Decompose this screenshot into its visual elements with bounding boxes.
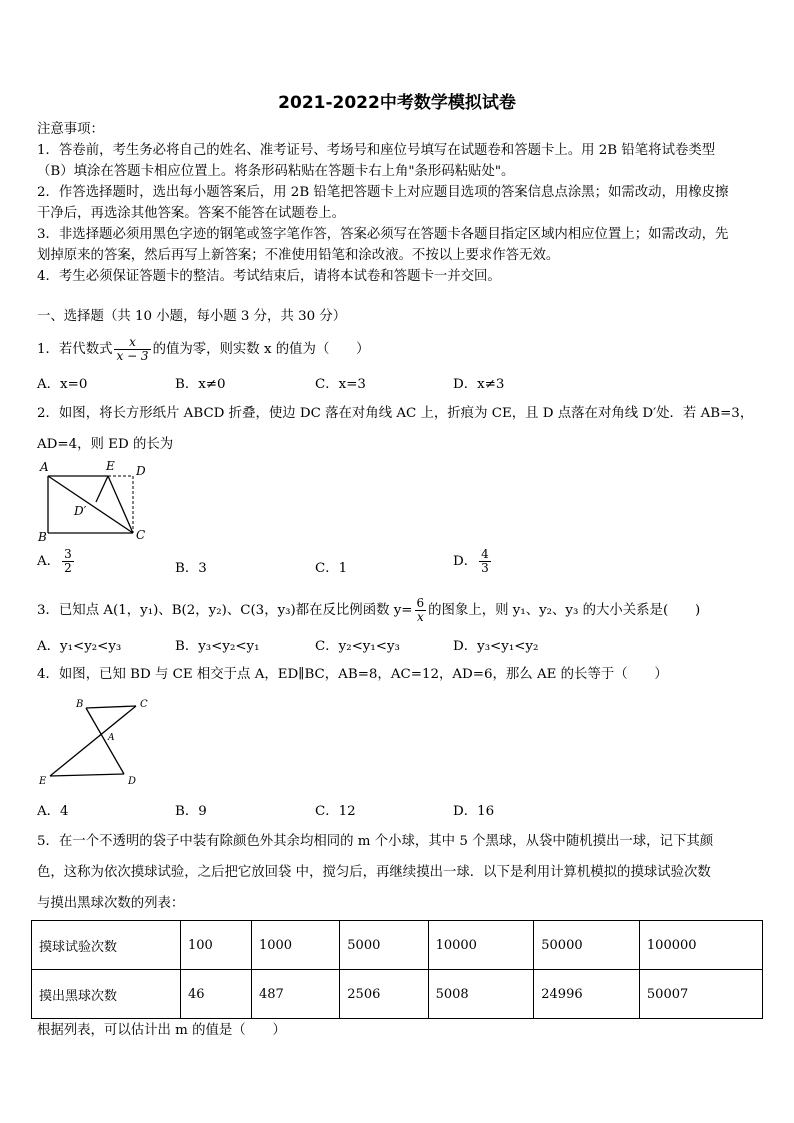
fraction-numerator: 6	[416, 596, 425, 610]
segment-bc	[86, 706, 136, 708]
q3-option-b: B．y₃<y₂<y₁	[175, 639, 260, 654]
q2-rectangle-figure	[36, 456, 156, 546]
table-cell: 1000	[251, 921, 339, 970]
q3-text-post: 的图象上，则 y₁、y₂、y₃ 的大小关系是( )	[428, 603, 701, 618]
fraction-numerator: 3	[64, 547, 72, 561]
question-5-line3: 与摸出黑球次数的列表：	[37, 896, 185, 911]
page-title: 2021-2022中考数学模拟试卷	[278, 93, 516, 113]
table-cell: 摸出黑球次数	[32, 970, 181, 1019]
q2-option-c: C．1	[315, 561, 348, 576]
table-cell: 50000	[534, 921, 640, 970]
question-2-line1: 2．如图，将长方形纸片 ABCD 折叠，使边 DC 落在对角线 AC 上，折痕为 CE，且 D 点落在对角线 D′处．若 AB=3，	[37, 406, 754, 421]
question-2-line2: AD=4，则 ED 的长为	[37, 437, 174, 452]
q1-fraction	[114, 336, 150, 363]
table-cell: 2506	[340, 970, 428, 1019]
label-c: C	[140, 699, 148, 710]
notes-line: 3．非选择题必须用黑色字迹的钢笔或签字笔作答，答案必须写在答题卡各题目指定区域内相应位置上；如需改动，先	[37, 227, 729, 242]
q4-option-c: C．12	[315, 804, 356, 819]
fraction-numerator: 4	[481, 547, 489, 561]
table-cell: 100	[181, 921, 252, 970]
label-d: D	[128, 776, 137, 787]
question-5-line1: 5．在一个不透明的袋子中装有除颜色外其余均相同的 m 个小球，其中 5 个黑球，从袋中随机摸出一球，记下其颜	[37, 834, 714, 849]
label-b: B	[38, 530, 47, 544]
experiment-table	[31, 920, 763, 1019]
table-cell: 10000	[428, 921, 534, 970]
q2-option-a	[37, 548, 76, 575]
q2-option-d	[453, 548, 493, 575]
label-b: B	[76, 699, 84, 710]
segment-bd	[86, 708, 124, 774]
q2-option-d-fraction	[479, 548, 491, 575]
notes-line: 划掉原来的答案，然后再写上新答案；不准使用铅笔和涂改液。不按以上要求作答无效。	[37, 248, 560, 263]
table-cell: 50007	[639, 970, 762, 1019]
table-cell: 100000	[639, 921, 762, 970]
q3-option-c: C．y₂<y₁<y₃	[315, 639, 400, 654]
q1-option-d: D．x≠3	[453, 377, 505, 392]
fraction-denominator: x − 3	[116, 349, 149, 363]
notes-line: （B）填涂在答题卡相应位置上。将条形码粘贴在答题卡右上角"条形码粘贴处"。	[37, 164, 515, 179]
q3-fraction	[415, 597, 427, 624]
question-3	[37, 597, 700, 624]
notes-line: 2．作答选择题时，选出每小题答案后，用 2B 铅笔把答题卡上对应题目选项的答案信息点涂黑；如需改动，用橡皮擦	[37, 185, 729, 200]
segment-ed-prime	[96, 476, 108, 502]
notes-line: 4．考生必须保证答题卡的整洁。考试结束后，请将本试卷和答题卡一并交回。	[37, 269, 501, 284]
q4-crossing-lines-figure	[36, 694, 156, 792]
notes-heading: 注意事项：	[37, 122, 104, 137]
q1-text-post: 的值为零，则实数 x 的值为（ ）	[152, 342, 370, 357]
q1-text-pre: 1．若代数式	[37, 342, 113, 357]
section-heading: 一、选择题（共 10 小题，每小题 3 分，共 30 分）	[37, 309, 347, 324]
question-5-line2: 色，这称为依次摸球试验，之后把它放回袋 中，搅匀后，再继续摸出一球．以下是利用计算机模拟的摸球试验次数	[37, 865, 711, 880]
table-cell: 摸球试验次数	[32, 921, 181, 970]
table-cell: 24996	[534, 970, 640, 1019]
label-e: E	[39, 776, 47, 787]
label-d: D	[136, 464, 146, 478]
option-letter: D．	[453, 554, 478, 569]
notes-line: 1．答卷前，考生务必将自己的姓名、准考证号、考场号和座位号填写在试题卷和答题卡上。用 2B 铅笔将试卷类型	[37, 143, 716, 158]
q3-option-a: A．y₁<y₂<y₃	[37, 639, 122, 654]
table-cell: 5000	[340, 921, 428, 970]
segment-ce	[50, 706, 136, 776]
segment-ed	[50, 774, 124, 776]
label-a: A	[40, 460, 49, 474]
label-e: E	[106, 459, 115, 473]
label-d-prime: D′	[74, 504, 87, 518]
q4-option-d: D．16	[453, 804, 495, 819]
q4-option-a: A．4	[37, 804, 69, 819]
q1-option-c: C．x=3	[315, 377, 366, 392]
q1-option-b: B．x≠0	[175, 377, 226, 392]
q4-option-b: B．9	[175, 804, 207, 819]
q2-option-a-fraction	[62, 548, 74, 575]
fraction-denominator: x	[416, 610, 424, 624]
q1-option-a: A．x=0	[37, 377, 88, 392]
fraction-numerator: x	[114, 336, 150, 350]
notes-line: 干净后，再选涂其他答案。答案不能答在试题卷上。	[37, 206, 345, 221]
fraction-denominator: 3	[481, 561, 489, 575]
table-cell: 5008	[428, 970, 534, 1019]
label-a: A	[108, 733, 115, 743]
q3-text-pre: 3．已知点 A(1，y₁)、B(2，y₂)、C(3，y₃)都在反比例函数 y=	[37, 603, 413, 618]
question-1	[37, 336, 370, 363]
table-row	[32, 970, 763, 1019]
label-c: C	[136, 528, 146, 542]
fraction-denominator: 2	[64, 561, 72, 575]
q3-option-d: D．y₃<y₁<y₂	[453, 639, 539, 654]
question-4: 4．如图，已知 BD 与 CE 相交于点 A，ED∥BC，AB=8，AC=12，AD=6，那么 AE 的长等于（ ）	[37, 667, 668, 682]
option-letter: A．	[37, 554, 61, 569]
table-cell: 487	[251, 970, 339, 1019]
table-row	[32, 921, 763, 970]
q2-option-b: B．3	[175, 561, 207, 576]
question-5-after: 根据列表，可以估计出 m 的值是（ ）	[37, 1023, 286, 1038]
table-cell: 46	[181, 970, 252, 1019]
